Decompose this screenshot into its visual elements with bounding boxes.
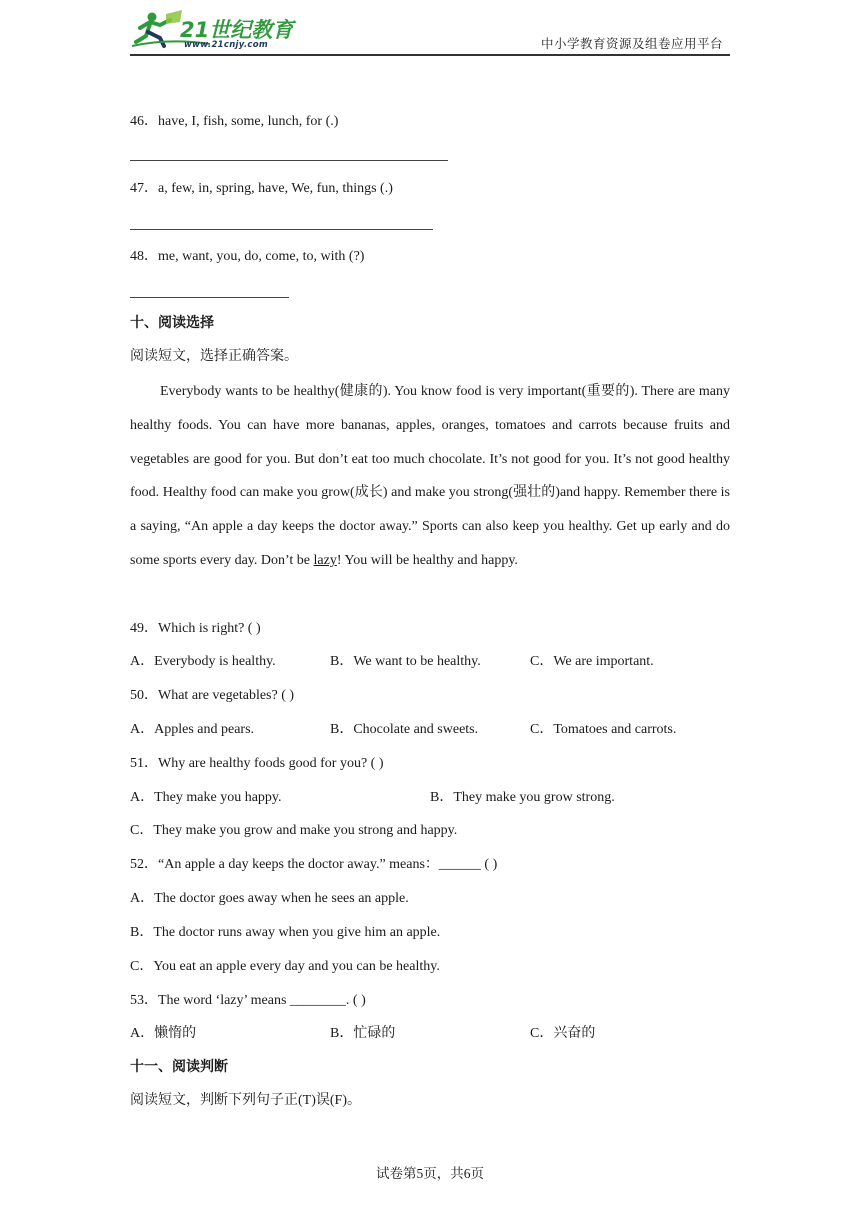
- q52-option-c[interactable]: C．You eat an apple every day and you can be healthy.: [130, 959, 440, 974]
- section-10-title: 十、阅读选择: [130, 316, 214, 331]
- q50-option-a[interactable]: A．Apples and pears.: [130, 722, 255, 737]
- logo: [130, 8, 310, 50]
- question-48: 48．me, want, you, do, come, to, with (?): [130, 249, 365, 264]
- q50-option-b[interactable]: B．Chocolate and sweets.: [330, 722, 479, 737]
- q49-option-c[interactable]: C．We are important.: [530, 654, 654, 669]
- section-11-instruction: 阅读短文，判断下列句子正(T)误(F)。: [130, 1093, 361, 1108]
- q51-option-c[interactable]: C．They make you grow and make you strong and happy.: [130, 823, 458, 838]
- answer-line-46[interactable]: [130, 160, 448, 161]
- q51-option-a[interactable]: A．They make you happy.: [130, 790, 282, 805]
- q49-option-a[interactable]: A．Everybody is healthy.: [130, 654, 276, 669]
- question-50: 50．What are vegetables? ( ): [130, 688, 295, 703]
- q49-option-b[interactable]: B．We want to be healthy.: [330, 654, 481, 669]
- underlined-word: lazy: [313, 552, 337, 568]
- q53-option-b[interactable]: B．忙碌的: [330, 1026, 396, 1041]
- section-11-title: 十一、阅读判断: [130, 1060, 228, 1075]
- q50-option-c[interactable]: C．Tomatoes and carrots.: [530, 722, 677, 737]
- q52-option-a[interactable]: A．The doctor goes away when he sees an apple.: [130, 891, 409, 906]
- logo-text: 21世纪教育: [180, 18, 294, 42]
- question-52: 52．“An apple a day keeps the doctor away.” means：______ ( ): [130, 857, 498, 872]
- question-46: 46．have, I, fish, some, lunch, for (.): [130, 114, 339, 129]
- page-footer: 试卷第5页，共6页: [376, 1166, 484, 1181]
- question-53: 53．The word ‘lazy’ means ________. ( ): [130, 993, 366, 1008]
- platform-name: 中小学教育资源及组卷应用平台: [541, 37, 724, 51]
- q53-option-a[interactable]: A．懒惰的: [130, 1026, 197, 1041]
- answer-line-48[interactable]: [130, 297, 289, 298]
- question-47: 47．a, few, in, spring, have, We, fun, things (.): [130, 181, 393, 196]
- answer-line-47[interactable]: [130, 229, 433, 230]
- question-51: 51．Why are healthy foods good for you? ( ): [130, 756, 384, 771]
- q52-option-b[interactable]: B．The doctor runs away when you give him an apple.: [130, 925, 441, 940]
- logo-url: www.21cnjy.com: [184, 40, 268, 50]
- reading-passage: Everybody wants to be healthy(健康的). You know food is very important(重要的). There are many healthy foods. You can have more bananas, apples, oranges, tomatoes and carrots because fruits and vegetables are good for you. But don’t eat too much chocolate. It’s not good for you. It’s not good healthy food. Healthy food can make you grow(成长) and make you strong(强壮的)and happy. Remember there is a saying, “An apple a day keeps the doctor away.” Sports can also keep you healthy. Get up early and do some sports every day. Don’t be lazy! You will be healthy and happy.: [130, 384, 730, 568]
- header-divider: [130, 54, 730, 56]
- q51-option-b[interactable]: B．They make you grow strong.: [430, 790, 615, 805]
- question-49: 49．Which is right? ( ): [130, 621, 261, 636]
- section-10-instruction: 阅读短文，选择正确答案。: [130, 349, 298, 364]
- q53-option-c[interactable]: C．兴奋的: [530, 1026, 596, 1041]
